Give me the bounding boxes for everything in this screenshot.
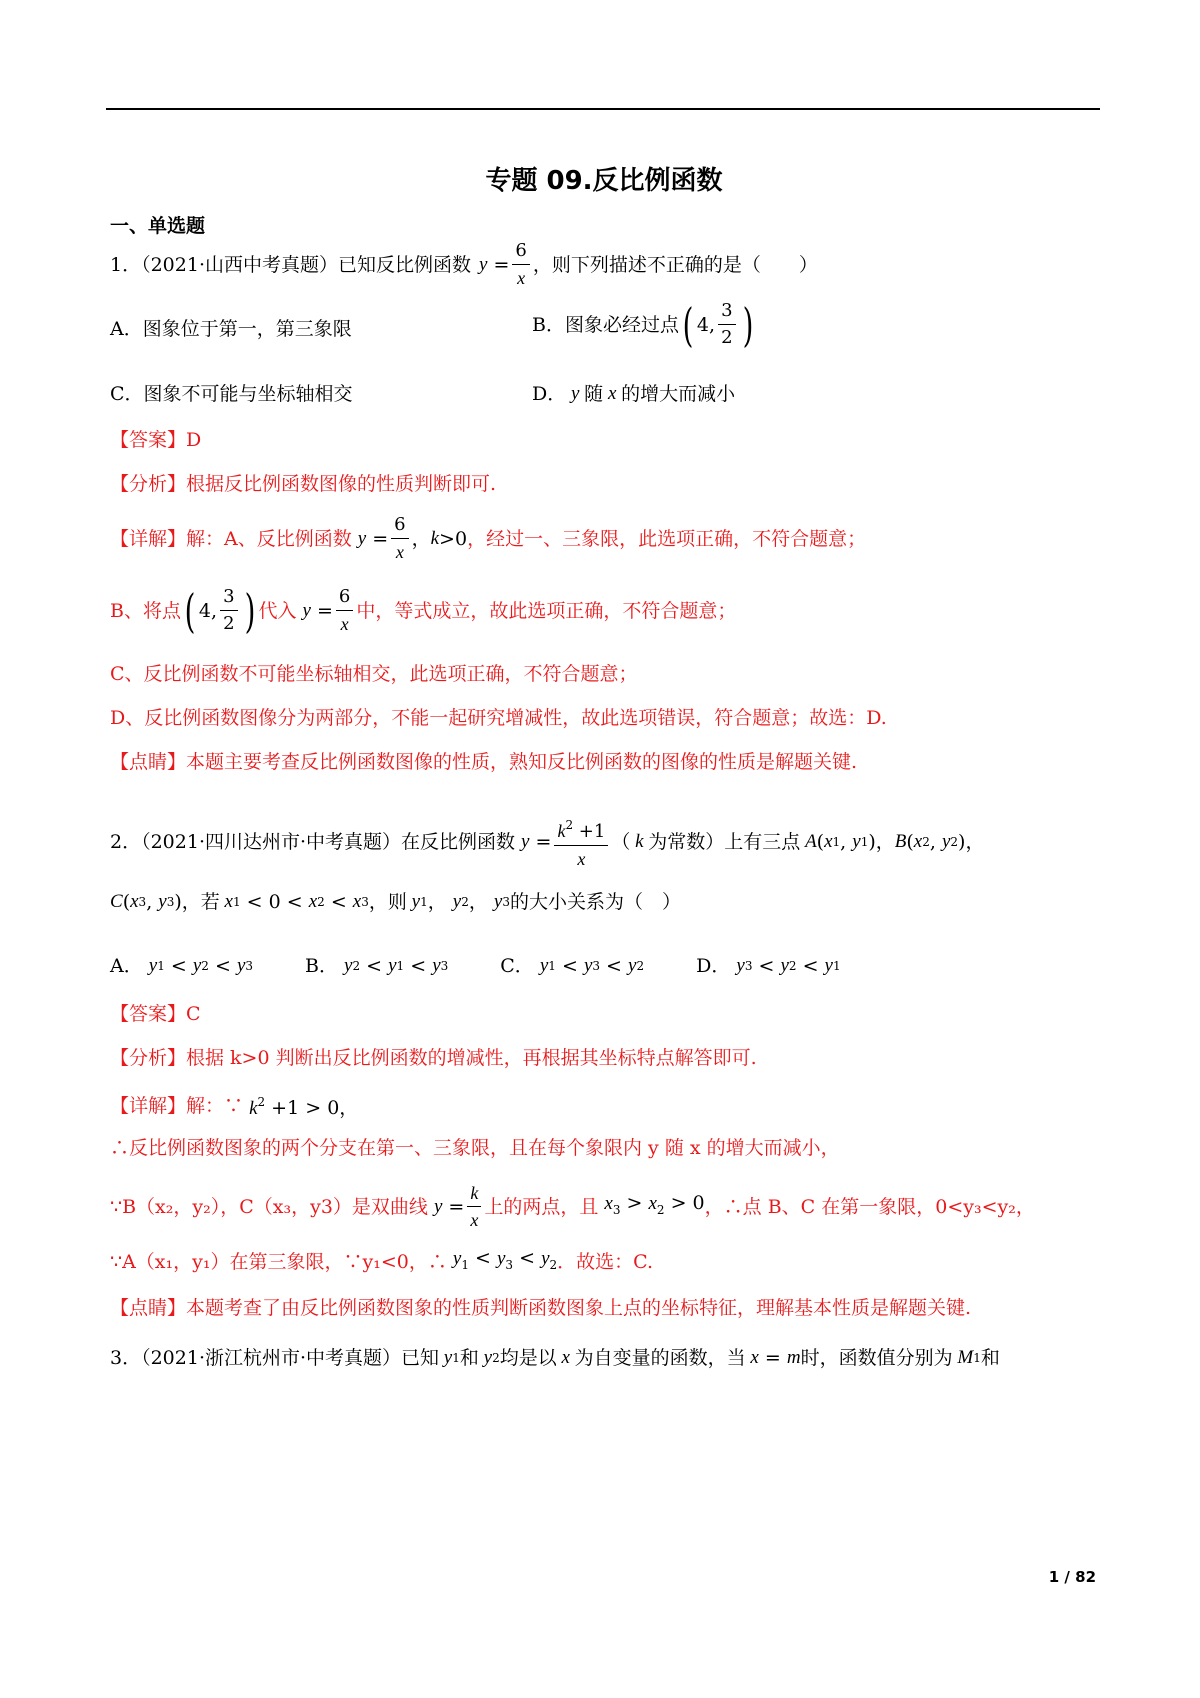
q2-detail-4: ∵A（x₁，y₁）在第三象限，∵y₁<0，∴ $y_1 < y_3 < y_2$ ．故选：C.: [110, 1247, 654, 1273]
q1-detail-1: 【详解】解：A、反比例函数 y = $\frac{6}{x}$ ， k >0 ，经过一、三象限，此选项正确，不符合题意；: [110, 514, 867, 562]
q2-options: A． y 1 < y 2 < y 3 B． y 2 < y 1 < y 3 C． y 1 < y 3 < y 2 D． y 3 < y 2 < y 1: [110, 955, 841, 977]
section-heading: 一、单选题: [110, 215, 206, 237]
fraction-6-over-x: $\frac{6}{x}$: [512, 240, 529, 289]
q2-stem-line-1: 2．（2021·四川达州市·中考真题）在反比例函数 y = $\frac{k^2 +1}{x}$ （ k 为常数）上有三点 A ( x 1 , y 1 )， B ( x 2 , y 2 )，: [110, 814, 984, 870]
q1-answer: 【答案】D: [110, 429, 202, 451]
q1-option-b: B．图象必经过点 ( 4, $\frac{3}{2}$ ): [532, 297, 753, 352]
q2-detail-3: ∵B（x₂，y₂），C（x₃，y3）是双曲线 y = $\frac{k}{x}$ 上的两点，且 $x_3 > x_2 > 0$ ，∴点 B、C 在第一象限，0<y₃<y₂，: [110, 1183, 1035, 1230]
q1-comment: 【点睛】本题主要考查反比例函数图像的性质，熟知反比例函数的图像的性质是解题关键.: [110, 751, 858, 773]
q1-option-c: C．图象不可能与坐标轴相交: [110, 383, 353, 405]
q2-analysis: 【分析】根据 k>0 判断出反比例函数的增减性，再根据其坐标特点解答即可.: [110, 1047, 757, 1069]
header-rule: [106, 108, 1100, 110]
q3-stem: 3．（2021·浙江杭州市·中考真题）已知 y 1 和 y 2 均是以 x 为自变量的函数，当 x = m 时，函数值分别为 M 1 和: [110, 1347, 1000, 1369]
page-title: 专题 09.反比例函数: [485, 166, 723, 196]
q1-analysis: 【分析】根据反比例函数图像的性质判断即可.: [110, 473, 497, 495]
q2-detail-2: ∴反比例函数图象的两个分支在第一、三象限，且在每个象限内 y 随 x 的增大而减小，: [110, 1137, 840, 1159]
q2-answer: 【答案】C: [110, 1003, 201, 1025]
page-number: 1 / 82: [1048, 1568, 1096, 1586]
q2-comment: 【点睛】本题考查了由反比例函数图象的性质判断函数图象上点的坐标特征，理解基本性质是解题关键.: [110, 1297, 972, 1319]
q1-detail-3: C、反比例函数不可能坐标轴相交，此选项正确，不符合题意；: [110, 663, 638, 685]
q1-option-d: D． y 随 x 的增大而减小: [532, 383, 736, 405]
q2-detail-1: 【详解】解：∵ $k^2 +1 > 0$，: [110, 1094, 359, 1119]
q1-detail-2: B、将点 ( 4, $\frac{3}{2}$ ) 代入 y = $\frac{6}{x}$ 中，等式成立，故此选项正确，不符合题意；: [110, 583, 737, 638]
q1-detail-4: D、反比例函数图像分为两部分，不能一起研究增减性，故此选项错误，符合题意；故选：D.: [110, 707, 887, 729]
q1-stem: 1．（2021·山西中考真题）已知反比例函数 y = $\frac{6}{x}$ ，则下列描述不正确的是（ ）: [110, 240, 818, 288]
q2-stem-line-2: C ( x 3 , y 3 ) ，若 x 1 < 0 < x 2 < x 3 ，则 y 1 ， y 2 ， y 3 的大小关系为（ ）: [110, 891, 681, 913]
q1-option-a: A．图象位于第一，第三象限: [110, 318, 352, 340]
